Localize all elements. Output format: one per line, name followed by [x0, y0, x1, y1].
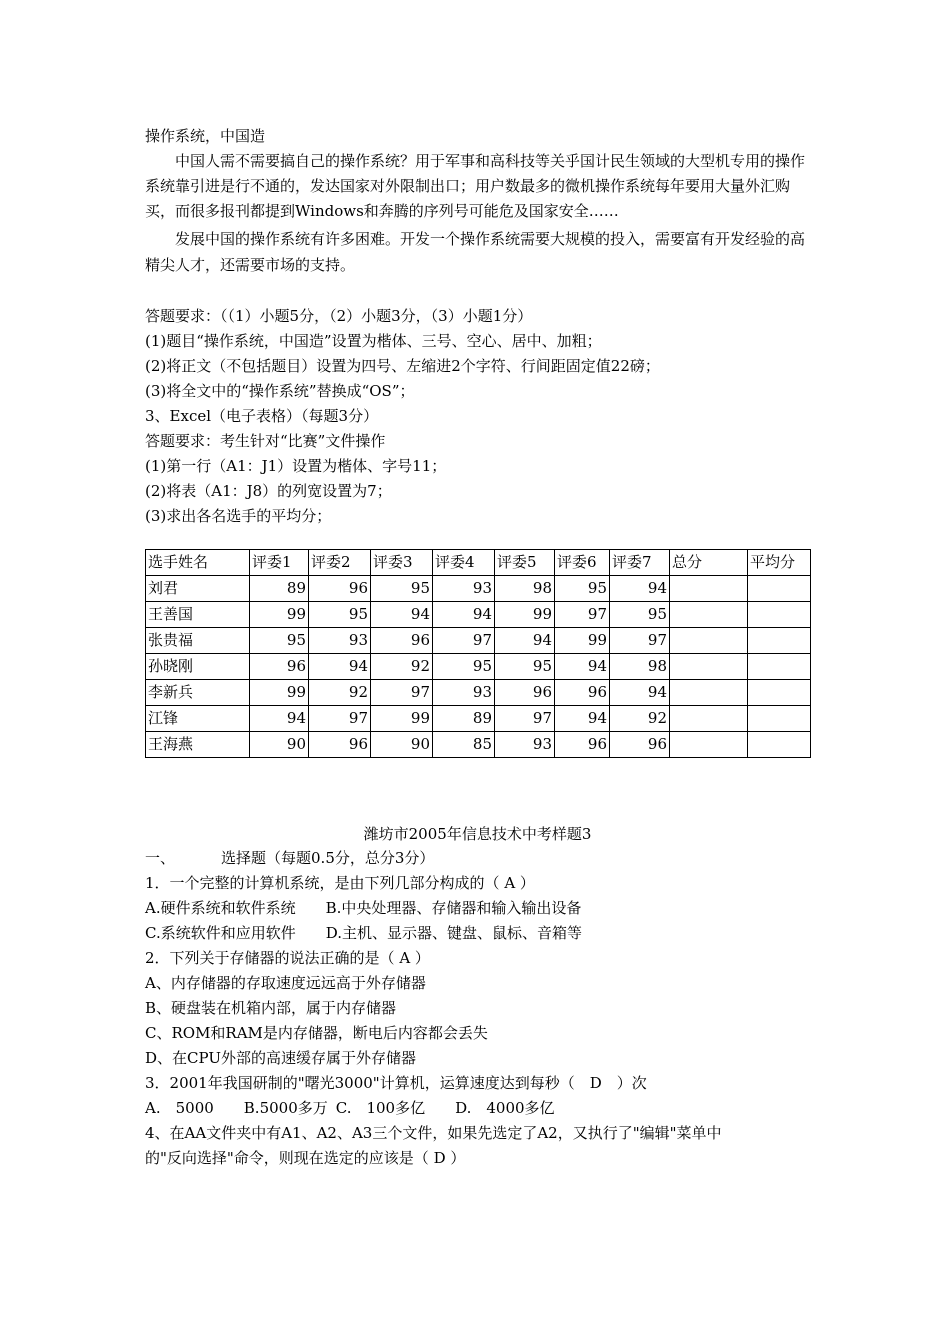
spacer: [145, 278, 810, 304]
option-c: C.系统软件和应用软件: [145, 924, 296, 942]
table-row: [146, 628, 811, 654]
score-cell: 96: [555, 680, 610, 706]
document-body: [145, 124, 810, 1171]
table-row: [146, 602, 811, 628]
player-name-cell: 孙晓刚: [146, 654, 250, 680]
player-name-cell: 王海燕: [146, 732, 250, 758]
score-cell: 93: [309, 628, 371, 654]
question-1: 1．一个完整的计算机系统，是由下列几部分构成的（ A ）: [145, 874, 535, 892]
word-requirement-item: (1)题目“操作系统，中国造”设置为楷体、三号、空心、居中、加粗；: [145, 332, 602, 350]
question-2: 2．下列关于存储器的说法正确的是（ A ）: [145, 949, 430, 967]
excel-requirement-item: (3)求出各名选手的平均分；: [145, 507, 332, 525]
average-cell: [748, 680, 811, 706]
column-header: 评委1: [250, 550, 309, 576]
total-cell: [670, 654, 748, 680]
average-cell: [748, 602, 811, 628]
column-header: 评委3: [371, 550, 433, 576]
excel-requirement-item: (2)将表（A1：J8）的列宽设置为7；: [145, 482, 392, 500]
option-d: D. 4000多亿: [455, 1099, 555, 1117]
option-c: C. 100多亿: [335, 1099, 426, 1117]
score-cell: 97: [371, 680, 433, 706]
score-cell: 90: [371, 732, 433, 758]
score-cell: 94: [433, 602, 495, 628]
question-2-option: C、ROM和RAM是内存储器，断电后内容都会丢失: [145, 1024, 488, 1042]
question-3-options: [145, 1096, 810, 1121]
option-d: D.主机、显示器、键盘、鼠标、音箱等: [325, 924, 582, 942]
question-2-option: A、内存储器的存取速度远远高于外存储器: [145, 974, 426, 992]
score-cell: 94: [610, 576, 670, 602]
word-requirement-item: (3)将全文中的“操作系统”替换成“OS”；: [145, 382, 415, 400]
player-name-cell: 江锋: [146, 706, 250, 732]
excel-section-heading: 3、Excel（电子表格）（每题3分）: [145, 407, 379, 425]
score-cell: 89: [250, 576, 309, 602]
score-cell: 95: [371, 576, 433, 602]
score-cell: 98: [610, 654, 670, 680]
column-header: 选手姓名: [146, 550, 250, 576]
average-cell: [748, 654, 811, 680]
score-cell: 99: [250, 680, 309, 706]
total-cell: [670, 602, 748, 628]
column-header: 平均分: [748, 550, 811, 576]
score-cell: 93: [433, 576, 495, 602]
question-2-option: B、硬盘装在机箱内部，属于内存储器: [145, 999, 397, 1017]
exam-title: 潍坊市2005年信息技术中考样题3: [363, 825, 592, 843]
option-a: A. 5000: [145, 1099, 214, 1117]
score-table: [145, 549, 811, 758]
column-header: 评委4: [433, 550, 495, 576]
score-cell: 99: [250, 602, 309, 628]
score-cell: 96: [555, 732, 610, 758]
column-header: 评委7: [610, 550, 670, 576]
score-cell: 94: [371, 602, 433, 628]
score-cell: 93: [433, 680, 495, 706]
word-requirements-header: 答题要求：（（1）小题5分，（2）小题3分，（3）小题1分）: [145, 307, 533, 325]
table-header-row: [146, 550, 811, 576]
table-row: [146, 576, 811, 602]
score-cell: 95: [555, 576, 610, 602]
question-1-options-row-1: [145, 896, 810, 921]
score-cell: 96: [610, 732, 670, 758]
score-cell: 94: [555, 706, 610, 732]
player-name-cell: 刘君: [146, 576, 250, 602]
section-heading: [145, 846, 810, 871]
doc-title: 操作系统，中国造: [145, 127, 266, 145]
score-cell: 92: [309, 680, 371, 706]
table-row: [146, 732, 811, 758]
score-cell: 94: [250, 706, 309, 732]
total-cell: [670, 680, 748, 706]
table-row: [146, 680, 811, 706]
score-cell: 97: [433, 628, 495, 654]
word-requirement-item: (2)将正文（不包括题目）设置为四号、左缩进2个字符、行间距固定值22磅；: [145, 357, 660, 375]
score-cell: 92: [610, 706, 670, 732]
option-a: A.硬件系统和软件系统: [145, 899, 296, 917]
question-4-line-2: 的"反向选择"命令，则现在选定的应该是（ D ）: [145, 1149, 466, 1167]
score-cell: 92: [371, 654, 433, 680]
score-cell: 96: [250, 654, 309, 680]
score-cell: 99: [555, 628, 610, 654]
score-cell: 99: [371, 706, 433, 732]
score-cell: 93: [495, 732, 555, 758]
average-cell: [748, 576, 811, 602]
score-cell: 95: [433, 654, 495, 680]
player-name-cell: 王善国: [146, 602, 250, 628]
player-name-cell: 张贵福: [146, 628, 250, 654]
score-cell: 94: [495, 628, 555, 654]
column-header: 评委6: [555, 550, 610, 576]
score-cell: 94: [610, 680, 670, 706]
question-2-option: D、在CPU外部的高速缓存属于外存储器: [145, 1049, 416, 1067]
total-cell: [670, 732, 748, 758]
score-cell: 95: [610, 602, 670, 628]
section-number: 一、: [145, 849, 176, 867]
total-cell: [670, 628, 748, 654]
average-cell: [748, 706, 811, 732]
score-cell: 89: [433, 706, 495, 732]
option-b: B.5000多万: [243, 1099, 328, 1117]
score-cell: 95: [495, 654, 555, 680]
question-1-options-row-2: [145, 921, 810, 946]
column-header: 评委5: [495, 550, 555, 576]
question-4-line-1: 4、在AA文件夹中有A1、A2、A3三个文件，如果先选定了A2，又执行了"编辑"菜单中: [145, 1124, 722, 1142]
score-cell: 98: [495, 576, 555, 602]
column-header: 总分: [670, 550, 748, 576]
total-cell: [670, 576, 748, 602]
score-cell: 94: [555, 654, 610, 680]
score-cell: 95: [309, 602, 371, 628]
score-cell: 95: [250, 628, 309, 654]
excel-requirement-item: (1)第一行（A1：J1）设置为楷体、字号11；: [145, 457, 447, 475]
table-row: [146, 706, 811, 732]
average-cell: [748, 628, 811, 654]
table-row: [146, 654, 811, 680]
score-cell: 85: [433, 732, 495, 758]
question-3: 3．2001年我国研制的"曙光3000"计算机，运算速度达到每秒（ D ）次: [145, 1074, 647, 1092]
average-cell: [748, 732, 811, 758]
option-b: B.中央处理器、存储器和输入输出设备: [325, 899, 582, 917]
score-cell: 97: [309, 706, 371, 732]
score-cell: 90: [250, 732, 309, 758]
score-cell: 97: [555, 602, 610, 628]
column-header: 评委2: [309, 550, 371, 576]
score-cell: 97: [495, 706, 555, 732]
player-name-cell: 李新兵: [146, 680, 250, 706]
excel-requirements-header: 答题要求：考生针对“比赛”文件操作: [145, 432, 386, 450]
score-cell: 99: [495, 602, 555, 628]
score-cell: 97: [610, 628, 670, 654]
body-paragraph-2: 发展中国的操作系统有许多困难。开发一个操作系统需要大规模的投入，需要富有开发经验的高精尖人才，还需要市场的支持。: [145, 230, 806, 274]
score-cell: 96: [495, 680, 555, 706]
total-cell: [670, 706, 748, 732]
score-cell: 96: [309, 732, 371, 758]
body-paragraph-1: 中国人需不需要搞自己的操作系统？用于军事和高科技等关乎国计民生领域的大型机专用的操作系统靠引进是行不通的，发达国家对外限制出口；用户数最多的微机操作系统每年要用大量外汇购买，而很多报刊都提到Windows和奔腾的序列号可能危及国家安全……: [145, 152, 806, 220]
section-label: 选择题（每题0.5分，总分3分）: [221, 849, 435, 867]
score-cell: 94: [309, 654, 371, 680]
score-cell: 96: [371, 628, 433, 654]
score-cell: 96: [309, 576, 371, 602]
